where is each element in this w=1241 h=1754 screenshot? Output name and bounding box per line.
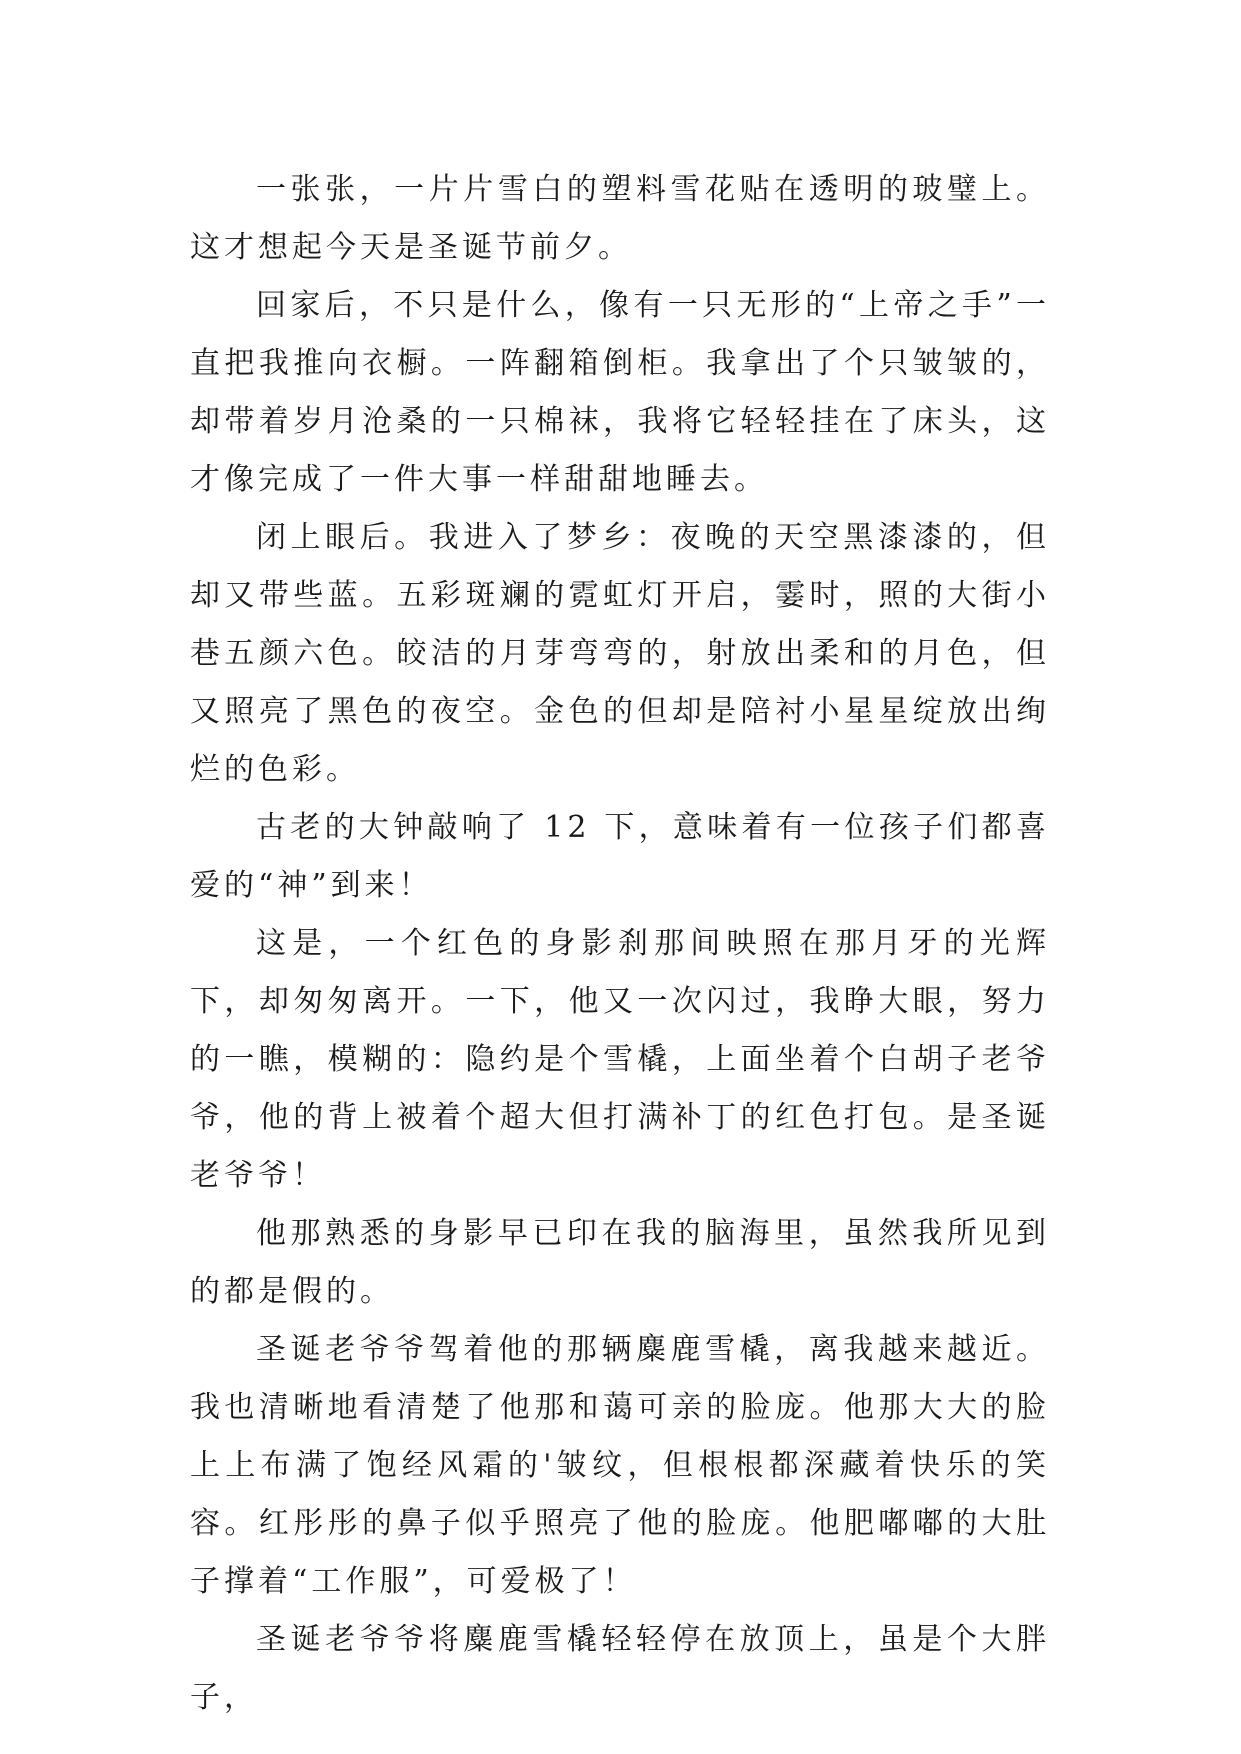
paragraph: 圣诞老爷爷驾着他的那辆麋鹿雪橇，离我越来越近。我也清晰地看清楚了他那和蔼可亲的脸庞。他那大大的脸上上布满了饱经风霜的'皱纹，但根根都深藏着快乐的笑容。红彤彤的鼻子似乎照亮了他的脸庞。他肥嘟嘟的大肚子撑着“工作服”，可爱极了！ xyxy=(190,1332,1050,1599)
paragraph: 他那熟悉的身影早已印在我的脑海里，虽然我所见到的都是假的。 xyxy=(190,1216,1050,1309)
paragraph: 古老的大钟敲响了 12 下，意味着有一位孩子们都喜爱的“神”到来！ xyxy=(190,810,1050,903)
paragraph: 这是，一个红色的身影刹那间映照在那月牙的光辉下，却匆匆离开。一下，他又一次闪过，我睁大眼，努力的一瞧，模糊的：隐约是个雪橇，上面坐着个白胡子老爷爷，他的背上被着个超大但打满补丁的红色打包。是圣诞老爷爷！ xyxy=(190,926,1050,1193)
paragraph: 圣诞老爷爷将麋鹿雪橇轻轻停在放顶上，虽是个大胖子， xyxy=(190,1622,1050,1715)
article-body xyxy=(190,161,1050,1727)
paragraph: 闭上眼后。我进入了梦乡：夜晚的天空黑漆漆的，但却又带些蓝。五彩斑斓的霓虹灯开启，霎时，照的大街小巷五颜六色。皎洁的月芽弯弯的，射放出柔和的月色，但又照亮了黑色的夜空。金色的但却是陪衬小星星绽放出绚烂的色彩。 xyxy=(190,520,1050,787)
paragraph: 一张张，一片片雪白的塑料雪花贴在透明的玻璧上。这才想起今天是圣诞节前夕。 xyxy=(190,172,1050,265)
paragraph: 回家后，不只是什么，像有一只无形的“上帝之手”一直把我推向衣橱。一阵翻箱倒柜。我拿出了个只皱皱的，却带着岁月沧桑的一只棉袜，我将它轻轻挂在了床头，这才像完成了一件大事一样甜甜地睡去。 xyxy=(190,288,1050,497)
